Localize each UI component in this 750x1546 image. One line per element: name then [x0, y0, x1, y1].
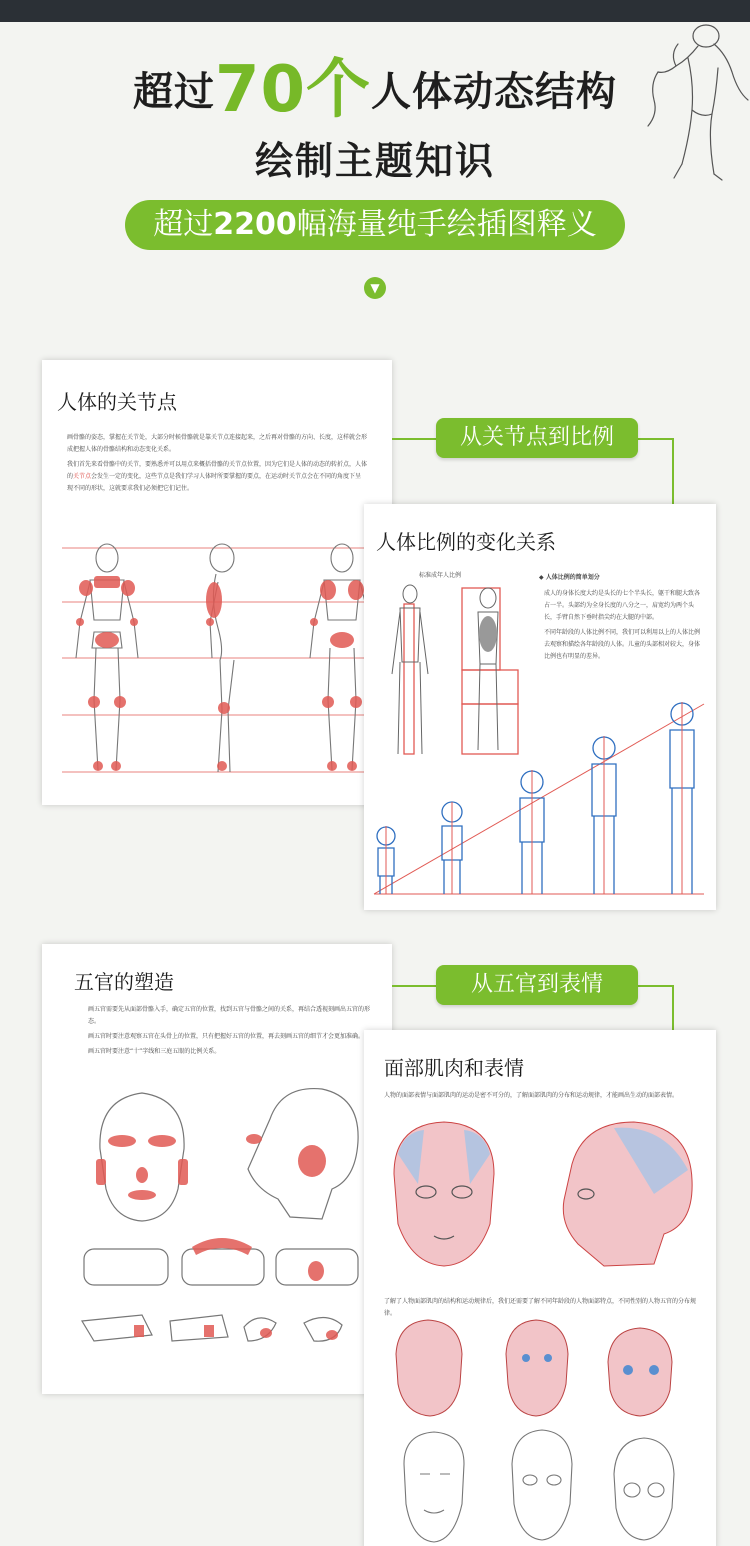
- paragraph-2-b: 会发生一定的变化，这些节点是我们学习人体时所要掌握的要点，在运动时关节点会在不同的角度下呈现不同的形状，这就要求我们必须把它们记住。: [67, 473, 362, 492]
- card-title: 面部肌肉和表情: [384, 1056, 524, 1080]
- connector-line: [672, 438, 674, 506]
- headline-part2: 人体动态结构: [371, 69, 618, 115]
- skeleton-joints-illustration: [42, 540, 392, 780]
- page-card-facial-features: [42, 944, 392, 1394]
- card-title: 人体比例的变化关系: [376, 530, 556, 554]
- pill-suffix: 幅海量纯手绘插图释义: [296, 207, 597, 242]
- paragraph-2-highlight: 关节点: [73, 473, 92, 480]
- card-paragraph-2: 了解了人物面部肌肉的结构和运动规律后，我们还需要了解不同年龄段的人物面部特点，不同性别的人物五官的分布规律。: [384, 1298, 697, 1317]
- headline-part1: 超过: [132, 69, 215, 115]
- chevron-down-icon: ▼: [364, 277, 386, 299]
- card-paragraph: [88, 1004, 378, 1061]
- page-card-facial-muscles: [364, 1030, 716, 1546]
- paragraph-1: 画骨骼的姿态，掌握在关节处，大部分时候骨骼就是靠关节点连接起来，之后再对骨骼的方向、长度，这样就会形成把握人体的骨骼结构和动态变化关系。: [67, 434, 368, 453]
- headline-line1: [0, 55, 750, 127]
- paragraph-2: [67, 459, 367, 495]
- paragraph-2-a: 我们首先来看骨骼中的关节，要熟悉并可以用点来概括骨骼的关节点位置，因为它们是人体的动态的转折点，人体的: [67, 461, 368, 480]
- paragraph-2: 画五官时要注意观察五官在头骨上的位置，只有把握好五官的位置，再去刻画五官的细节才会更加准确。: [88, 1033, 365, 1040]
- body-proportion-illustration: [364, 564, 716, 904]
- page-card-proportion: [364, 504, 716, 910]
- paragraph-3: 画五官时要注意“十”字线和三庭五眼的比例关系。: [88, 1048, 221, 1055]
- page-card-joints: [42, 360, 392, 805]
- face-muscle-illustration: [364, 1114, 716, 1284]
- card-paragraph: [67, 432, 367, 498]
- card-title: 人体的关节点: [57, 390, 177, 414]
- expression-faces-illustration: [364, 1314, 716, 1546]
- illustration-count-pill: [125, 200, 625, 250]
- connector-line: [638, 985, 674, 987]
- section-label-joints-to-proportion: 从关节点到比例: [436, 418, 638, 458]
- card-paragraph-1: 人物的面部表情与面部肌肉的运动是密不可分的，了解面部肌肉的分布和运动规律，才能画出生动的面部表情。: [384, 1092, 679, 1099]
- card-title: 五官的塑造: [74, 970, 174, 994]
- connector-line: [392, 438, 442, 440]
- skull-features-illustration: [42, 1079, 392, 1379]
- pill-number: 2200: [213, 207, 297, 242]
- section-label-features-to-expression: 从五官到表情: [436, 965, 638, 1005]
- paragraph-1: 成人的身体长度大约是头长的七个半头长，躯干和腿大致各占一半。头部约为全身长度的八分之一，肩宽约为两个头长，手臂自然下垂时指尖约在大腿的中部。: [544, 590, 701, 621]
- diagram-caption: 标准成年人比例: [419, 572, 462, 579]
- paragraph-2: 不同年龄段的人体比例不同，我们可以利用以上的人体比例去观察和描绘各年龄段的人体。儿童的头部相对较大，身体比例也有明显的差异。: [544, 629, 701, 660]
- side-title: ◆ 人体比例的简单划分: [539, 574, 600, 581]
- headline-number: 70个: [214, 53, 372, 127]
- connector-line: [672, 985, 674, 1033]
- connector-line: [638, 438, 674, 440]
- headline-line2: 绘制主题知识: [254, 139, 495, 183]
- connector-line: [392, 985, 442, 987]
- pill-prefix: 超过: [153, 207, 214, 242]
- paragraph-1: 画五官需要先从面部骨骼入手，确定五官的位置，找到五官与骨骼之间的关系，再结合透视刻画出五官的形态。: [88, 1006, 371, 1025]
